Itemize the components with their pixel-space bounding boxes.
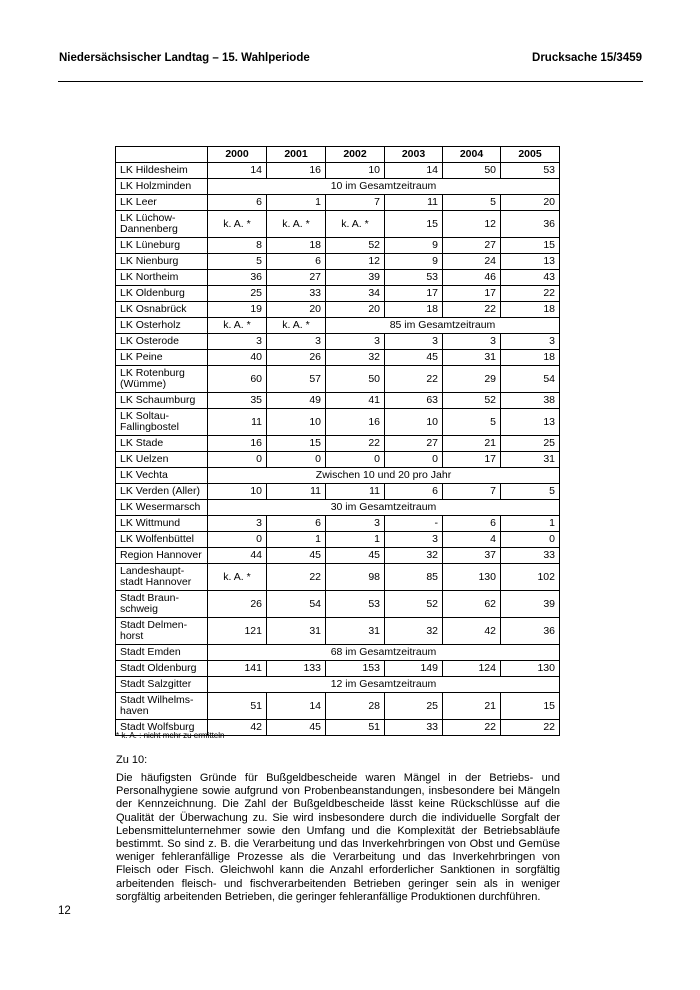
- table-cell: 18: [267, 238, 326, 254]
- row-label-line: Landeshaupt-: [120, 565, 185, 577]
- column-header: 2005: [501, 147, 560, 163]
- row-label: LK Wittmund: [116, 516, 208, 532]
- row-label: LK Osterode: [116, 334, 208, 350]
- row-label-line: stadt Hannover: [120, 576, 192, 588]
- table-cell: 13: [501, 409, 560, 436]
- table-cell: 32: [385, 618, 443, 645]
- table-cell: 29: [443, 366, 501, 393]
- row-label: [116, 409, 208, 436]
- table-cell: 11: [208, 409, 267, 436]
- column-header: 2003: [385, 147, 443, 163]
- table-cell: 130: [443, 564, 501, 591]
- table-cell: 6: [208, 195, 267, 211]
- table-cell: 9: [385, 238, 443, 254]
- table-cell: 7: [326, 195, 385, 211]
- table-row: [116, 645, 560, 661]
- table-row: [116, 564, 560, 591]
- merged-cell: 12 im Gesamtzeitraum: [208, 677, 560, 693]
- row-label: LK Leer: [116, 195, 208, 211]
- table-cell: 37: [443, 548, 501, 564]
- column-header: 2000: [208, 147, 267, 163]
- table-row: [116, 484, 560, 500]
- table-row: [116, 618, 560, 645]
- column-header: 2001: [267, 147, 326, 163]
- table-cell: 50: [443, 163, 501, 179]
- table-cell: 15: [501, 693, 560, 720]
- row-label-line: Stadt Wilhelms-: [120, 694, 194, 706]
- table-cell: 149: [385, 661, 443, 677]
- table-cell: 0: [267, 452, 326, 468]
- table-cell: 51: [208, 693, 267, 720]
- table-cell: 52: [326, 238, 385, 254]
- table-cell: 22: [501, 286, 560, 302]
- row-label: Stadt Salzgitter: [116, 677, 208, 693]
- table-cell: 1: [267, 532, 326, 548]
- table-cell: 24: [443, 254, 501, 270]
- table-cell: 40: [208, 350, 267, 366]
- table-cell: 50: [326, 366, 385, 393]
- table-cell: 53: [326, 591, 385, 618]
- table-cell: 42: [443, 618, 501, 645]
- table-cell: 28: [326, 693, 385, 720]
- table-cell: 54: [501, 366, 560, 393]
- table-cell: 33: [501, 548, 560, 564]
- table-cell: 20: [501, 195, 560, 211]
- table-row: [116, 163, 560, 179]
- row-label: LK Wolfenbüttel: [116, 532, 208, 548]
- table-cell: 19: [208, 302, 267, 318]
- page-header-title: Niedersächsischer Landtag – 15. Wahlperiode: [59, 52, 310, 64]
- page-number: 12: [58, 905, 71, 917]
- table-cell: 7: [443, 484, 501, 500]
- row-label-line: horst: [120, 630, 144, 642]
- table-row: [116, 286, 560, 302]
- column-header: 2004: [443, 147, 501, 163]
- table-cell: 141: [208, 661, 267, 677]
- table-cell: 45: [385, 350, 443, 366]
- table-cell: 22: [443, 720, 501, 736]
- row-label: LK Osterholz: [116, 318, 208, 334]
- table-cell: 22: [326, 436, 385, 452]
- table-cell: 31: [443, 350, 501, 366]
- table-cell: 12: [326, 254, 385, 270]
- body-paragraph: Die häufigsten Gründe für Bußgeldbescheide waren Mängel in der Betriebs- und Personalhygiene sowie aufgrund von Probenbeanstandungen, insbesondere bei Mängeln der Kennzeichnung. Die Zahl der Bußgeldbescheide lässt keine Rückschlüsse auf die Qualität der Überwachung zu. Sie wird insbesondere durch die individuelle Sorgfalt der Lebensmittelunternehmer sowie den Umfang und die Komplexität der Betriebsabläufe bestimmt. So sind z. B. die Verarbeitung und das Inverkehrbringen von Obst und Gemüse weniger fehleranfällige Prozesse als die Verarbeitung und das Inverkehrbringen von Fleisch oder Fisch. Gleichwohl kann die Anzahl erforderlicher Sanktionen in sorgfältig arbeitenden fleisch- und fischverarbeitenden Betrieben geringer sein als in weniger sorgfältig arbeitenden Betrieben, die geringer fehleranfällige Produktionen durchführen.: [116, 772, 560, 903]
- table-cell: 3: [208, 334, 267, 350]
- table-cell: 14: [208, 163, 267, 179]
- table-row: [116, 532, 560, 548]
- table-cell: 10: [326, 163, 385, 179]
- table-cell: 11: [267, 484, 326, 500]
- row-label: LK Holzminden: [116, 179, 208, 195]
- table-row: [116, 302, 560, 318]
- table-cell: 49: [267, 393, 326, 409]
- table-row: [116, 548, 560, 564]
- table-row: [116, 591, 560, 618]
- table-row: [116, 211, 560, 238]
- table-cell: 1: [501, 516, 560, 532]
- row-label-line: Stadt Delmen-: [120, 619, 188, 631]
- table-cell: 18: [385, 302, 443, 318]
- column-header: [116, 147, 208, 163]
- table-cell: k. A. *: [267, 211, 326, 238]
- table-row: [116, 409, 560, 436]
- table-cell: 10: [267, 409, 326, 436]
- table-cell: 31: [501, 452, 560, 468]
- table-cell: 17: [385, 286, 443, 302]
- table-cell: 20: [267, 302, 326, 318]
- row-label: LK Oldenburg: [116, 286, 208, 302]
- table-cell: 41: [326, 393, 385, 409]
- table-cell: 98: [326, 564, 385, 591]
- table-cell: 45: [326, 548, 385, 564]
- header-rule: [58, 81, 643, 82]
- table-cell: 35: [208, 393, 267, 409]
- table-row: [116, 468, 560, 484]
- table-cell: 38: [501, 393, 560, 409]
- row-label: [116, 693, 208, 720]
- table-cell: 46: [443, 270, 501, 286]
- table-cell: 133: [267, 661, 326, 677]
- table-cell: 6: [385, 484, 443, 500]
- table-row: [116, 436, 560, 452]
- table-cell: 62: [443, 591, 501, 618]
- table-cell: 36: [501, 618, 560, 645]
- table-cell: 51: [326, 720, 385, 736]
- table-cell: 45: [267, 548, 326, 564]
- table-cell: 5: [208, 254, 267, 270]
- row-label-line: haven: [120, 705, 149, 717]
- row-label: [116, 366, 208, 393]
- table-cell: 3: [385, 532, 443, 548]
- table-cell: 6: [443, 516, 501, 532]
- row-label-line: Stadt Braun-: [120, 592, 179, 604]
- table-cell: 36: [501, 211, 560, 238]
- row-label: LK Northeim: [116, 270, 208, 286]
- table-cell: 21: [443, 693, 501, 720]
- table-row: [116, 254, 560, 270]
- table-cell: 3: [385, 334, 443, 350]
- table-cell: 9: [385, 254, 443, 270]
- table-cell: 3: [326, 334, 385, 350]
- table-cell: 33: [385, 720, 443, 736]
- table-cell: 130: [501, 661, 560, 677]
- table-row: [116, 195, 560, 211]
- row-label-line: Fallingbostel: [120, 421, 179, 433]
- table-cell: 22: [501, 720, 560, 736]
- table-cell: 0: [501, 532, 560, 548]
- table-cell: 121: [208, 618, 267, 645]
- row-label: LK Uelzen: [116, 452, 208, 468]
- table-cell: 15: [267, 436, 326, 452]
- table-cell: 0: [385, 452, 443, 468]
- document-number: Drucksache 15/3459: [532, 52, 642, 64]
- table-cell: 53: [385, 270, 443, 286]
- table-cell: 1: [267, 195, 326, 211]
- table-row: [116, 677, 560, 693]
- table-cell: 26: [208, 591, 267, 618]
- table-cell: -: [385, 516, 443, 532]
- table-cell: 39: [501, 591, 560, 618]
- row-label: [116, 618, 208, 645]
- table-cell: 124: [443, 661, 501, 677]
- merged-cell: 85 im Gesamtzeitraum: [326, 318, 560, 334]
- table-cell: 25: [385, 693, 443, 720]
- table-cell: 32: [326, 350, 385, 366]
- table-cell: 12: [443, 211, 501, 238]
- table-cell: 32: [385, 548, 443, 564]
- row-label: LK Wesermarsch: [116, 500, 208, 516]
- table-cell: 22: [385, 366, 443, 393]
- table-cell: 39: [326, 270, 385, 286]
- row-label-line: LK Soltau-: [120, 410, 170, 422]
- table-cell: 31: [267, 618, 326, 645]
- table-cell: 43: [501, 270, 560, 286]
- row-label-line: schweig: [120, 603, 158, 615]
- table-cell: 15: [501, 238, 560, 254]
- row-label: LK Osnabrück: [116, 302, 208, 318]
- row-label-line: LK Rotenburg: [120, 367, 185, 379]
- table-cell: 10: [208, 484, 267, 500]
- table-row: [116, 179, 560, 195]
- table-cell: 22: [443, 302, 501, 318]
- row-label: LK Schaumburg: [116, 393, 208, 409]
- table-cell: 25: [501, 436, 560, 452]
- table-cell: 3: [501, 334, 560, 350]
- table-row: [116, 452, 560, 468]
- table-cell: 14: [267, 693, 326, 720]
- table-cell: 31: [326, 618, 385, 645]
- table-cell: 5: [443, 195, 501, 211]
- table-row: [116, 238, 560, 254]
- row-label: LK Verden (Aller): [116, 484, 208, 500]
- table-cell: 21: [443, 436, 501, 452]
- table-cell: 18: [501, 302, 560, 318]
- table-cell: 22: [267, 564, 326, 591]
- data-table: [115, 146, 560, 736]
- table-row: [116, 318, 560, 334]
- row-label: LK Lüneburg: [116, 238, 208, 254]
- table-cell: 3: [326, 516, 385, 532]
- table-footnote: * k. A. : nicht mehr zu ermitteln: [116, 731, 225, 740]
- table-cell: 0: [326, 452, 385, 468]
- table-cell: 34: [326, 286, 385, 302]
- merged-cell: Zwischen 10 und 20 pro Jahr: [208, 468, 560, 484]
- table-cell: 3: [267, 334, 326, 350]
- table-cell: 11: [326, 484, 385, 500]
- table-cell: 27: [385, 436, 443, 452]
- column-header: 2002: [326, 147, 385, 163]
- table-cell: 5: [443, 409, 501, 436]
- row-label: [116, 591, 208, 618]
- table-row: [116, 661, 560, 677]
- table-cell: 8: [208, 238, 267, 254]
- table-cell: k. A. *: [326, 211, 385, 238]
- table-cell: k. A. *: [208, 564, 267, 591]
- table-cell: 85: [385, 564, 443, 591]
- table-cell: 16: [326, 409, 385, 436]
- table-cell: 42: [208, 720, 267, 736]
- table-cell: 45: [267, 720, 326, 736]
- table-cell: k. A. *: [208, 211, 267, 238]
- table-cell: 17: [443, 286, 501, 302]
- section-heading: Zu 10:: [116, 754, 148, 766]
- table-cell: 153: [326, 661, 385, 677]
- table-cell: 11: [385, 195, 443, 211]
- table-row: [116, 270, 560, 286]
- table-row: [116, 334, 560, 350]
- merged-cell: 10 im Gesamtzeitraum: [208, 179, 560, 195]
- table-row: [116, 693, 560, 720]
- table-cell: 3: [208, 516, 267, 532]
- table-cell: 27: [443, 238, 501, 254]
- table-cell: 57: [267, 366, 326, 393]
- table-cell: 52: [443, 393, 501, 409]
- table-row: [116, 366, 560, 393]
- table-cell: 16: [267, 163, 326, 179]
- table-row: [116, 500, 560, 516]
- table-cell: 27: [267, 270, 326, 286]
- table-cell: 13: [501, 254, 560, 270]
- table-cell: 60: [208, 366, 267, 393]
- table-header-row: [116, 147, 560, 163]
- table-cell: 4: [443, 532, 501, 548]
- row-label-line: LK Lüchow-: [120, 212, 176, 224]
- table-cell: 53: [501, 163, 560, 179]
- table-cell: 26: [267, 350, 326, 366]
- table-row: [116, 516, 560, 532]
- row-label: Stadt Emden: [116, 645, 208, 661]
- table-cell: 44: [208, 548, 267, 564]
- row-label: LK Stade: [116, 436, 208, 452]
- table-row: [116, 350, 560, 366]
- table-cell: 10: [385, 409, 443, 436]
- row-label-line: Dannenberg: [120, 223, 178, 235]
- table-cell: 14: [385, 163, 443, 179]
- table-cell: k. A. *: [208, 318, 267, 334]
- table-cell: 1: [326, 532, 385, 548]
- row-label: Stadt Oldenburg: [116, 661, 208, 677]
- row-label: LK Hildesheim: [116, 163, 208, 179]
- table-cell: 15: [385, 211, 443, 238]
- table-cell: 0: [208, 452, 267, 468]
- table-cell: 52: [385, 591, 443, 618]
- table-cell: 18: [501, 350, 560, 366]
- row-label: LK Peine: [116, 350, 208, 366]
- table-cell: 5: [501, 484, 560, 500]
- table-cell: k. A. *: [267, 318, 326, 334]
- row-label-line: (Wümme): [120, 378, 167, 390]
- row-label: Stadt Wolfsburg: [116, 720, 208, 736]
- row-label: [116, 564, 208, 591]
- table-cell: 25: [208, 286, 267, 302]
- table-cell: 6: [267, 254, 326, 270]
- table-cell: 33: [267, 286, 326, 302]
- row-label: LK Vechta: [116, 468, 208, 484]
- row-label: Region Hannover: [116, 548, 208, 564]
- table-cell: 20: [326, 302, 385, 318]
- merged-cell: 30 im Gesamtzeitraum: [208, 500, 560, 516]
- table-cell: 0: [208, 532, 267, 548]
- table-cell: 102: [501, 564, 560, 591]
- row-label: [116, 211, 208, 238]
- table-cell: 16: [208, 436, 267, 452]
- table-cell: 36: [208, 270, 267, 286]
- table-row: [116, 393, 560, 409]
- table-cell: 3: [443, 334, 501, 350]
- table-cell: 63: [385, 393, 443, 409]
- row-label: LK Nienburg: [116, 254, 208, 270]
- merged-cell: 68 im Gesamtzeitraum: [208, 645, 560, 661]
- table-cell: 54: [267, 591, 326, 618]
- table-cell: 6: [267, 516, 326, 532]
- table-cell: 17: [443, 452, 501, 468]
